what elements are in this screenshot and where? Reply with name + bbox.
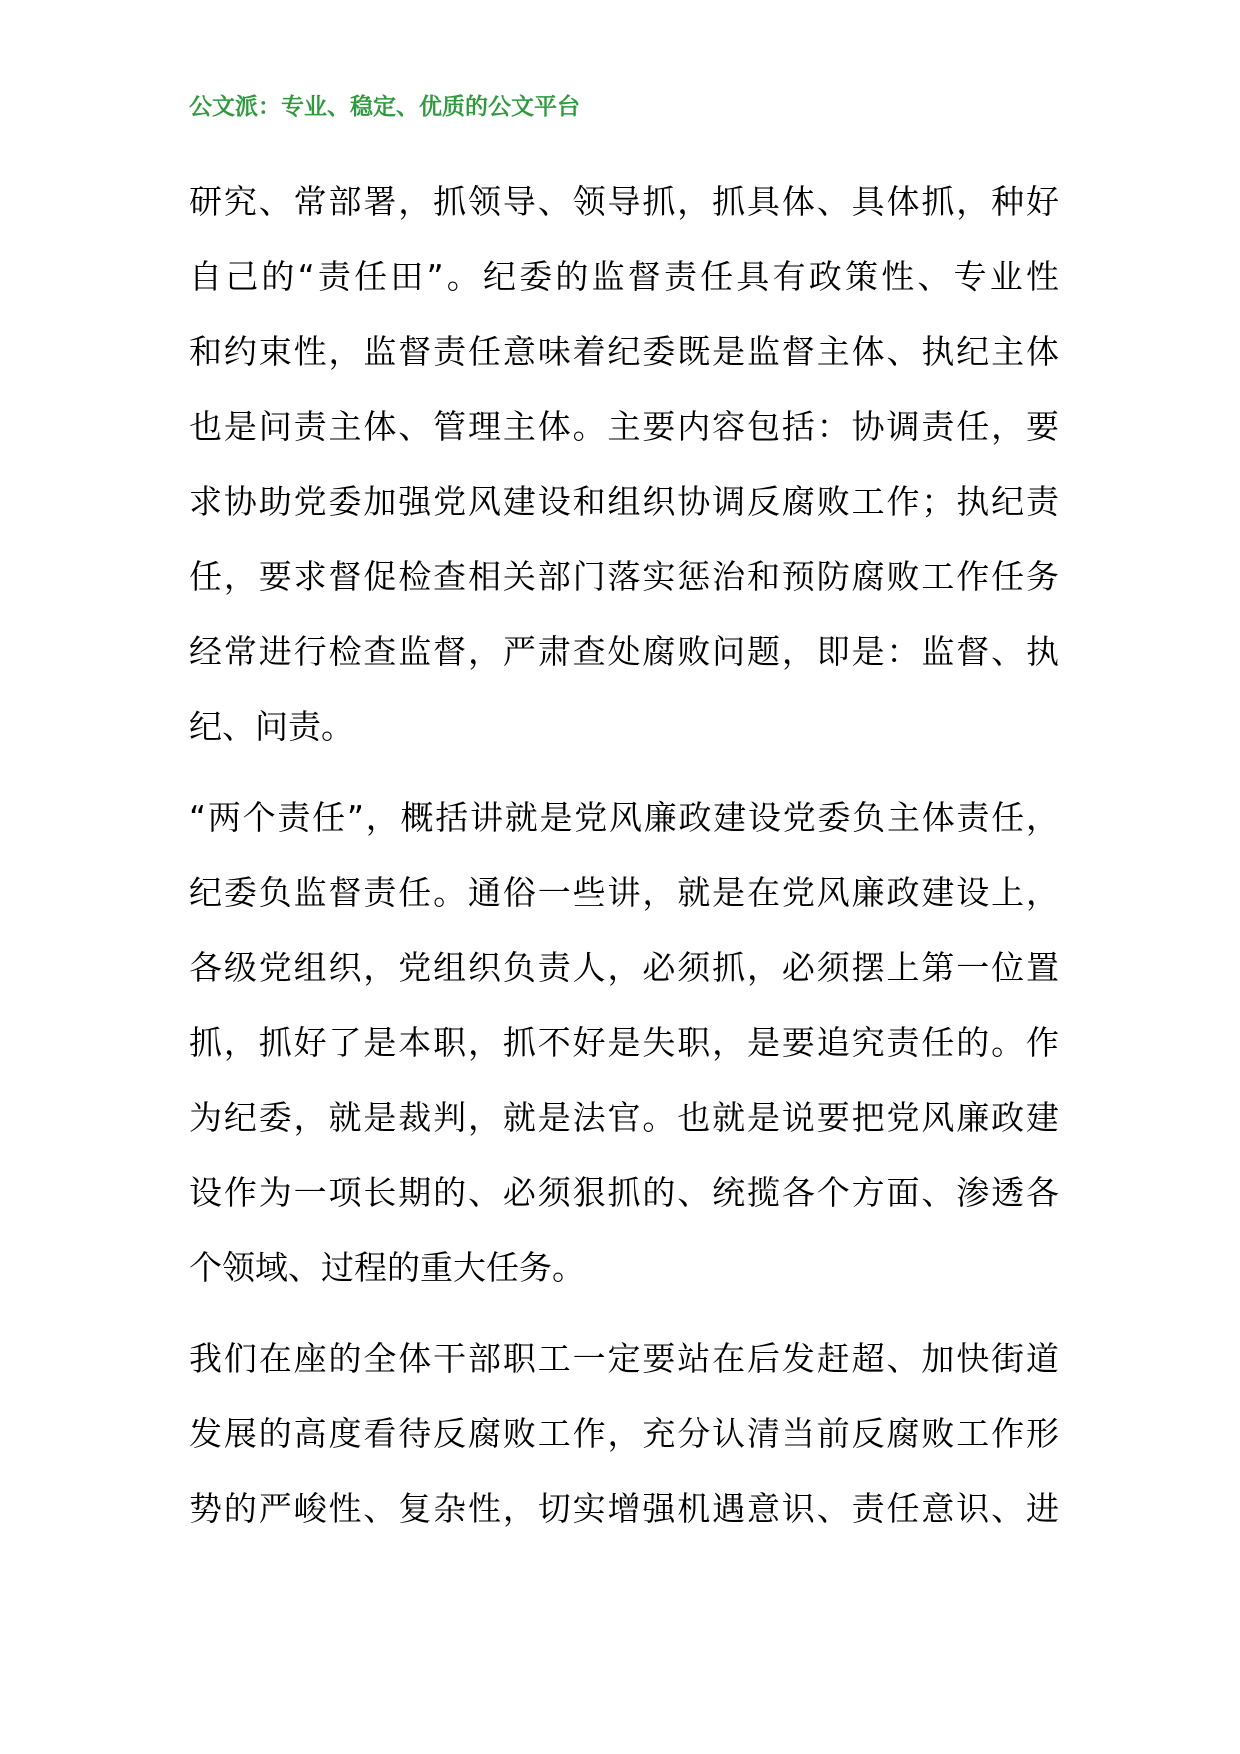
text-line: 求协助党委加强党风建设和组织协调反腐败工作；执纪责: [189, 482, 1059, 521]
text-line: 个领域、过程的重大任务。: [189, 1248, 585, 1287]
text-line: 为纪委，就是裁判，就是法官。也就是说要把党风廉政建: [189, 1098, 1059, 1137]
text-line: 发展的高度看待反腐败工作，充分认清当前反腐败工作形: [189, 1414, 1059, 1453]
text-line: 研究、常部署，抓领导、领导抓，抓具体、具体抓，种好: [189, 182, 1059, 221]
text-line: 抓，抓好了是本职，抓不好是失职，是要追究责任的。作: [189, 1023, 1059, 1062]
text-line: 各级党组织，党组织负责人，必须抓，必须摆上第一位置: [189, 948, 1059, 987]
header-title: 公文派：专业、稳定、优质的公文平台: [189, 94, 580, 120]
text-line: 也是问责主体、管理主体。主要内容包括：协调责任，要: [189, 407, 1059, 446]
text-line: 我们在座的全体干部职工一定要站在后发赶超、加快街道: [189, 1339, 1059, 1378]
text-line: 纪委负监督责任。通俗一些讲，就是在党风廉政建设上，: [189, 873, 1059, 912]
text-line: 和约束性，监督责任意味着纪委既是监督主体、执纪主体: [189, 332, 1059, 371]
text-line: 设作为一项长期的、必须狠抓的、统揽各个方面、渗透各: [189, 1173, 1059, 1212]
text-line: 纪、问责。: [189, 707, 354, 746]
text-line: 经常进行检查监督，严肃查处腐败问题，即是：监督、执: [189, 632, 1059, 671]
paragraph-3: [189, 1321, 1059, 1546]
text-line: “两个责任”，概括讲就是党风廉政建设党委负主体责任，: [189, 798, 1059, 837]
text-line: 任，要求督促检查相关部门落实惩治和预防腐败工作任务: [189, 557, 1059, 596]
paragraph-2: [189, 780, 1059, 1305]
text-line: 势的严峻性、复杂性，切实增强机遇意识、责任意识、进: [189, 1489, 1059, 1528]
text-line: 自己的“责任田”。纪委的监督责任具有政策性、专业性: [189, 257, 1059, 296]
paragraph-1: [189, 164, 1059, 764]
document-body: [189, 164, 1059, 1562]
